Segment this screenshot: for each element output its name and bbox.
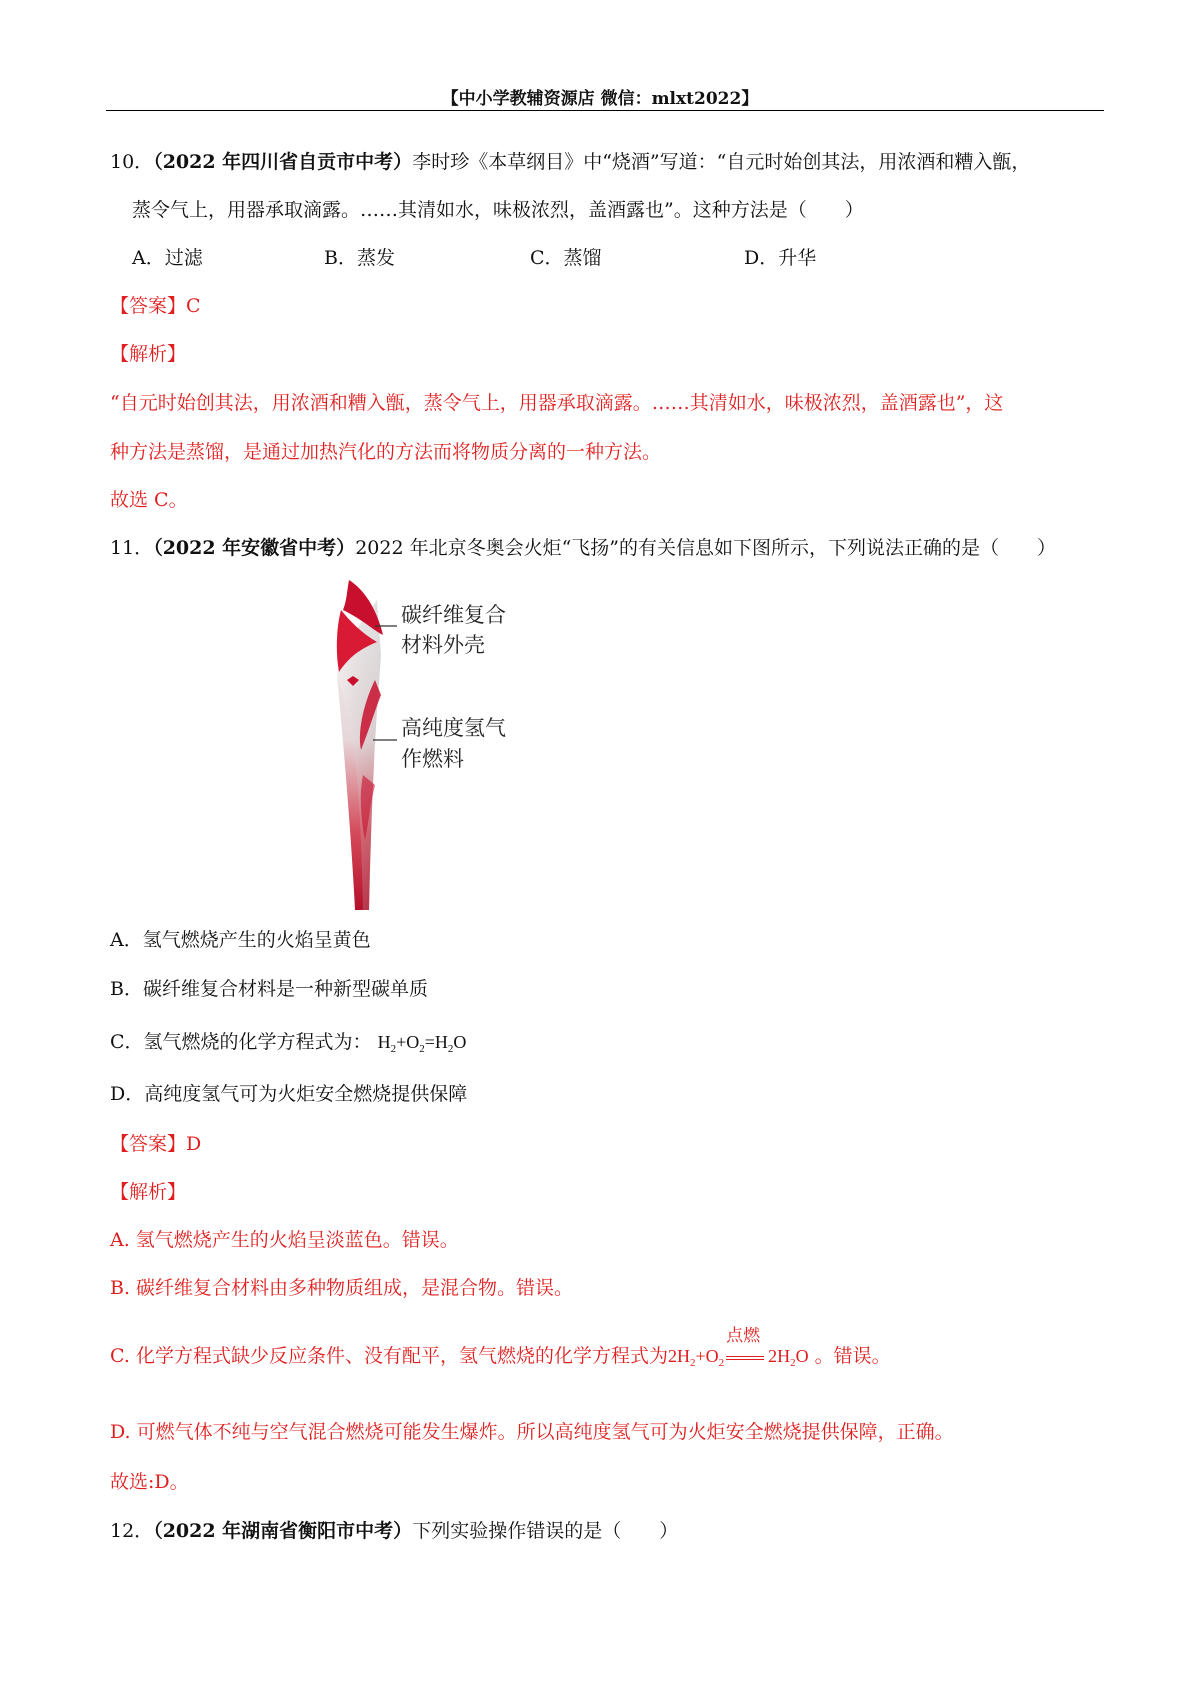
q10-answer: 【答案】C <box>110 295 201 317</box>
q11-explanation-d: D. 可燃气体不纯与空气混合燃烧可能发生爆炸。所以高纯度氢气可为火炬安全燃烧提供保障，正确。 <box>110 1421 954 1443</box>
q10-options <box>132 246 816 270</box>
q12-source: （2022 年湖南省衡阳市中考） <box>153 1520 413 1542</box>
q11-explanation-c <box>110 1325 891 1375</box>
q11-option-b: B．碳纤维复合材料是一种新型碳单质 <box>110 978 428 1000</box>
label-shell-line1: 碳纤维复合 <box>401 603 506 627</box>
q10-analysis-label: 【解析】 <box>110 343 187 365</box>
label-fuel-line1: 高纯度氢气 <box>401 716 506 740</box>
q11-conclusion: 故选:D。 <box>110 1471 189 1493</box>
q10-option-c: C．蒸馏 <box>530 247 602 269</box>
q11-option-c-equation: $H_2+O_2=H_2O$ <box>377 1032 467 1055</box>
q11-answer: 【答案】D <box>110 1133 202 1155</box>
q12-number: 12． <box>110 1520 154 1542</box>
q11-stem <box>110 536 1056 560</box>
q10-stem-line1 <box>110 150 1030 174</box>
q11-explanation-a: A. 氢气燃烧产生的火焰呈淡蓝色。错误。 <box>110 1229 459 1251</box>
q11-option-a: A．氢气燃烧产生的火焰呈黄色 <box>110 929 371 951</box>
q12-stem <box>110 1519 678 1543</box>
torch-figure <box>335 580 535 910</box>
q11-explanation-b: B. 碳纤维复合材料由多种物质组成，是混合物。错误。 <box>110 1277 574 1299</box>
q11-explanation-c-end: 。错误。 <box>814 1345 891 1367</box>
reaction-condition <box>724 1325 768 1370</box>
q10-option-a: A．过滤 <box>132 247 203 269</box>
reaction-condition-label: 点燃 <box>726 1325 761 1345</box>
label-shell-line2: 材料外壳 <box>401 633 485 657</box>
q10-stem1: 李时珍《本草纲目》中“烧酒”写道：“自元时始创其法，用浓酒和糟入甑， <box>412 151 1031 173</box>
q10-conclusion: 故选 C。 <box>110 489 188 511</box>
q11-number: 11． <box>110 537 154 559</box>
q11-stem-text: 2022 年北京冬奥会火炬“飞扬”的有关信息如下图所示，下列说法正确的是（ ） <box>355 537 1057 559</box>
q12-stem-text: 下列实验操作错误的是（ ） <box>412 1520 679 1542</box>
q10-stem-line2: 蒸令气上，用器承取滴露。……其清如水，味极浓烈，盖酒露也”。这种方法是（ ） <box>132 199 864 221</box>
q10-option-b: B．蒸发 <box>324 247 395 269</box>
q10-option-d: D．升华 <box>744 247 817 269</box>
label-fuel-line2: 作燃料 <box>401 747 464 771</box>
q10-analysis-line1: “自元时始创其法，用浓酒和糟入甑，蒸令气上，用器承取滴露。……其清如水，味极浓烈，盖酒露也”，这 <box>110 392 1004 414</box>
q11-analysis-label: 【解析】 <box>110 1181 187 1203</box>
header-rule <box>106 110 1104 111</box>
page-header: 【中小学教辅资源店 微信：mlxt2022】 <box>441 89 759 109</box>
q11-option-c-text: C．氢气燃烧的化学方程式为： <box>110 1031 372 1053</box>
q11-option-c <box>110 1030 466 1061</box>
q11-option-d: D．高纯度氢气可为火炬安全燃烧提供保障 <box>110 1083 468 1105</box>
q11-source: （2022 年安徽省中考） <box>153 537 356 559</box>
q10-number: 10． <box>110 151 154 173</box>
q10-source: （2022 年四川省自贡市中考） <box>153 151 413 173</box>
q11-explanation-c-text: C. 化学方程式缺少反应条件、没有配平，氢气燃烧的化学方程式为 <box>110 1345 668 1367</box>
q11-explanation-c-equation: $2H_2+O_2$ 点燃 $2H_2O$ <box>667 1325 809 1369</box>
q10-analysis-line2: 种方法是蒸馏，是通过加热汽化的方法而将物质分离的一种方法。 <box>110 441 662 463</box>
